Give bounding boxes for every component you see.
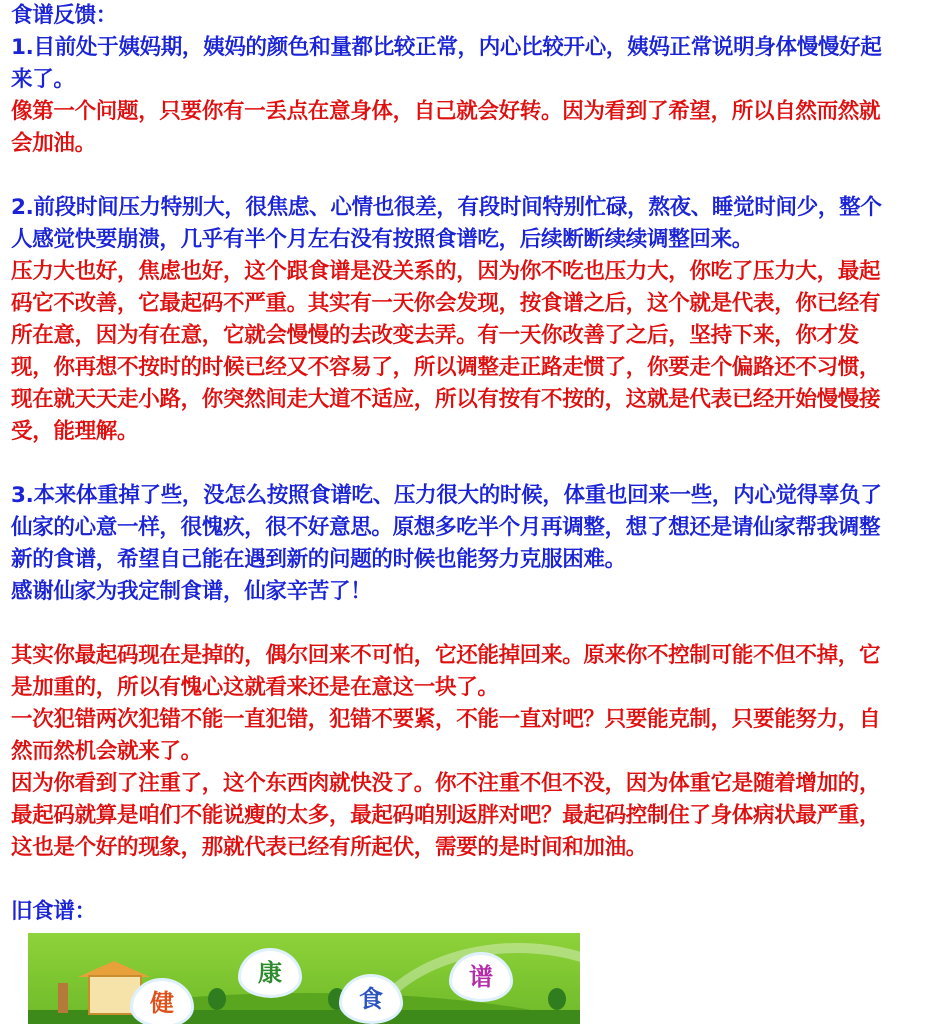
answer-line: 码它不改善，它最起码不严重。其实有一天你会发现，按食谱之后，这个就是代表，你已经有 [11, 291, 881, 316]
spacer [11, 448, 921, 480]
windmill-icon [58, 983, 68, 1013]
spacer [11, 864, 921, 896]
section-1 [11, 32, 921, 160]
answer-line: 像第一个问题，只要你有一丢点在意身体，自己就会好转。因为看到了希望，所以自然而然就 [11, 99, 881, 124]
answer-line: 这也是个好的现象，那就代表已经有所起伏，需要的是时间和加油。 [11, 835, 648, 860]
old-recipe-title: 旧食谱： [11, 899, 96, 924]
thanks-line: 感谢仙家为我定制食谱，仙家辛苦了！ [11, 579, 372, 604]
answer-line: 压力大也好，焦虑也好，这个跟食谱是没关系的，因为你不吃也压力大，你吃了压力大，最起 [11, 259, 881, 284]
section-3 [11, 480, 921, 864]
question-line: 3.本来体重掉了些，没怎么按照食谱吃、压力很大的时候，体重也回来一些，内心觉得辜负了 [11, 483, 882, 508]
answer-line: 一次犯错两次犯错不能一直犯错，犯错不要紧，不能一直对吧？只要能克制，只要能努力，自 [11, 707, 881, 732]
question-line: 仙家的心意一样，很愧疚，很不好意思。原想多吃半个月再调整，想了想还是请仙家帮我调整 [11, 515, 881, 540]
banner-char-cloud: 食 [342, 977, 400, 1021]
answer-line: 会加油。 [11, 131, 96, 156]
question-line: 新的食谱，希望自己能在遇到新的问题的时候也能努力克服困难。 [11, 547, 626, 572]
question-line: 2.前段时间压力特别大，很焦虑、心情也很差，有段时间特别忙碌，熬夜、睡觉时间少，整个 [11, 195, 882, 220]
tree-icon [208, 988, 226, 1010]
recipe-banner-image [28, 933, 580, 1024]
spacer [11, 608, 921, 640]
question-line: 人感觉快要崩溃，几乎有半个月左右没有按照食谱吃，后续断断续续调整回来。 [11, 227, 754, 252]
answer-line: 现，你再想不按时的时候已经又不容易了，所以调整走正路走惯了，你要走个偏路还不习惯， [11, 355, 881, 380]
feedback-title: 食谱反馈： [11, 3, 118, 28]
question-line: 来了。 [11, 67, 75, 92]
question-line: 1.目前处于姨妈期，姨妈的颜色和量都比较正常，内心比较开心，姨妈正常说明身体慢慢好起 [11, 35, 882, 60]
tree-icon [548, 988, 566, 1010]
banner-char-cloud: 健 [133, 981, 191, 1024]
banner-char-cloud: 康 [241, 951, 299, 995]
answer-line: 是加重的，所以有愧心这就看来还是在意这一块了。 [11, 675, 499, 700]
answer-line: 受，能理解。 [11, 419, 139, 444]
answer-line: 然而然机会就来了。 [11, 739, 202, 764]
answer-line: 现在就天天走小路，你突然间走大道不适应，所以有按有不按的，这就是代表已经开始慢慢接 [11, 387, 881, 412]
section-2 [11, 192, 921, 448]
recipe-feedback-document [11, 0, 921, 928]
answer-line: 其实你最起码现在是掉的，偶尔回来不可怕，它还能掉回来。原来你不控制可能不但不掉，它 [11, 643, 881, 668]
answer-line: 最起码就算是咱们不能说瘦的太多，最起码咱别返胖对吧？最起码控制住了身体病状最严重， [11, 803, 881, 828]
spacer [11, 160, 921, 192]
answer-line: 所在意，因为有在意，它就会慢慢的去改变去弄。有一天你改善了之后，坚持下来，你才发 [11, 323, 860, 348]
banner-char-cloud: 谱 [452, 955, 510, 999]
answer-line: 因为你看到了注重了，这个东西肉就快没了。你不注重不但不没，因为体重它是随着增加的， [11, 771, 881, 796]
